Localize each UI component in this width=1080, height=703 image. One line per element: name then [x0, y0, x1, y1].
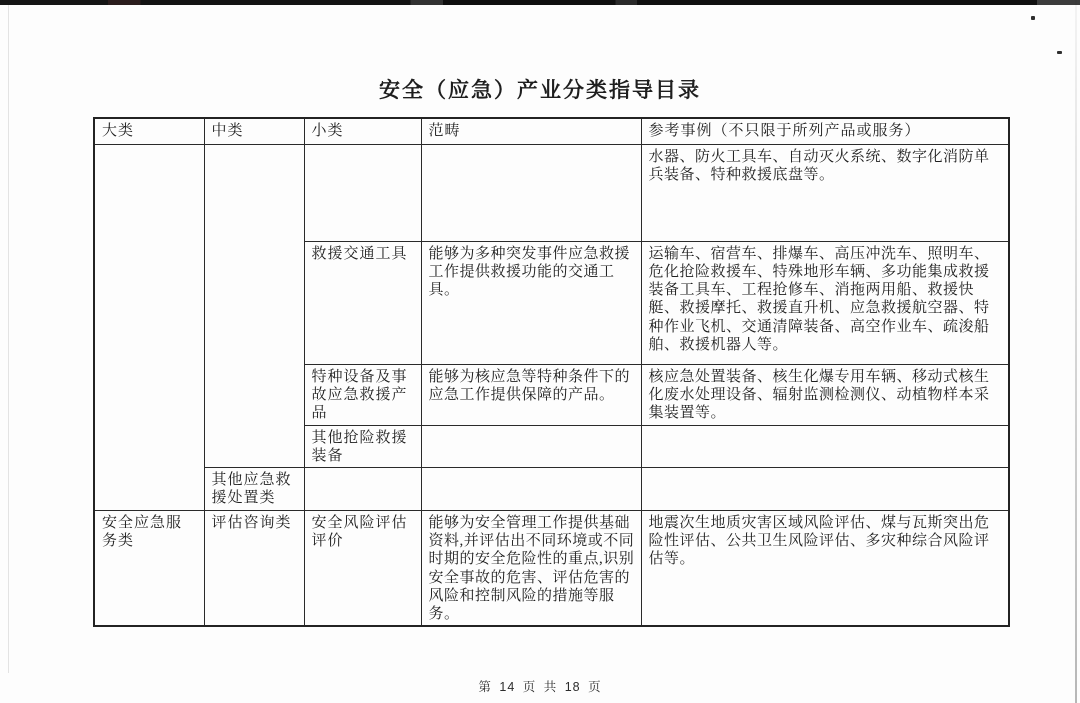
cell-sub: 其他抢险救援装备 — [304, 425, 421, 468]
cell-examples — [641, 425, 1009, 468]
cell-sub: 安全风险评估评价 — [304, 510, 421, 626]
header-middle-class: 中类 — [204, 118, 304, 144]
header-sub-class: 小类 — [304, 118, 421, 144]
table-row — [94, 144, 1009, 241]
table-row — [94, 510, 1009, 626]
scan-speck — [1031, 16, 1035, 20]
cell-examples: 运输车、宿营车、排爆车、高压冲洗车、照明车、危化抢险救援车、特殊地形车辆、多功能集成救援装备工具车、工程抢修车、消拖两用船、救援快艇、救援摩托、救援直升机、应急救援航空器、特种作业飞机、交通清障装备、高空作业车、疏浚船舶、救援机器人等。 — [641, 241, 1009, 364]
scan-speck — [1057, 51, 1062, 54]
cell-middle-continued — [204, 144, 304, 468]
cell-sub — [304, 468, 421, 511]
scan-right-edge-artifact — [1075, 0, 1077, 703]
cell-sub: 救援交通工具 — [304, 241, 421, 364]
page-title: 安全（应急）产业分类指导目录 — [379, 78, 701, 102]
cell-scope: 能够为安全管理工作提供基础资料,并评估出不同环境或不同时期的安全危险性的重点,识别安全事故的危害、评估危害的风险和控制风险的措施等服务。 — [421, 510, 641, 626]
table-row — [94, 468, 1009, 511]
cell-scope — [421, 425, 641, 468]
header-scope: 范畴 — [421, 118, 641, 144]
cell-scope — [421, 468, 641, 511]
cell-major-continued — [94, 144, 204, 510]
cell-examples — [641, 468, 1009, 511]
header-examples: 参考事例（不只限于所列产品或服务） — [641, 118, 1009, 144]
cell-middle: 其他应急救援处置类 — [204, 468, 304, 511]
cell-scope — [421, 144, 641, 241]
cell-examples: 地震次生地质灾害区域风险评估、煤与瓦斯突出危险性评估、公共卫生风险评估、多灾种综合风险评估等。 — [641, 510, 1009, 626]
scan-top-edge-artifact — [0, 0, 1080, 5]
classification-table — [93, 117, 1010, 627]
cell-examples: 水器、防火工具车、自动灭火系统、数字化消防单兵装备、特种救援底盘等。 — [641, 144, 1009, 241]
cell-examples: 核应急处置装备、核生化爆专用车辆、移动式核生化废水处理设备、辐射监测检测仪、动植物样本采集装置等。 — [641, 364, 1009, 425]
header-major-class: 大类 — [94, 118, 204, 144]
footer-page-number: 第 14 页 共 18 页 — [478, 680, 602, 694]
cell-sub: 特种设备及事故应急救援产品 — [304, 364, 421, 425]
cell-sub — [304, 144, 421, 241]
table-header-row — [94, 118, 1009, 144]
cell-scope: 能够为核应急等特种条件下的应急工作提供保障的产品。 — [421, 364, 641, 425]
cell-major: 安全应急服务类 — [94, 510, 204, 626]
scan-left-edge-artifact — [8, 5, 9, 673]
cell-scope: 能够为多种突发事件应急救援工作提供救援功能的交通工具。 — [421, 241, 641, 364]
cell-middle: 评估咨询类 — [204, 510, 304, 626]
